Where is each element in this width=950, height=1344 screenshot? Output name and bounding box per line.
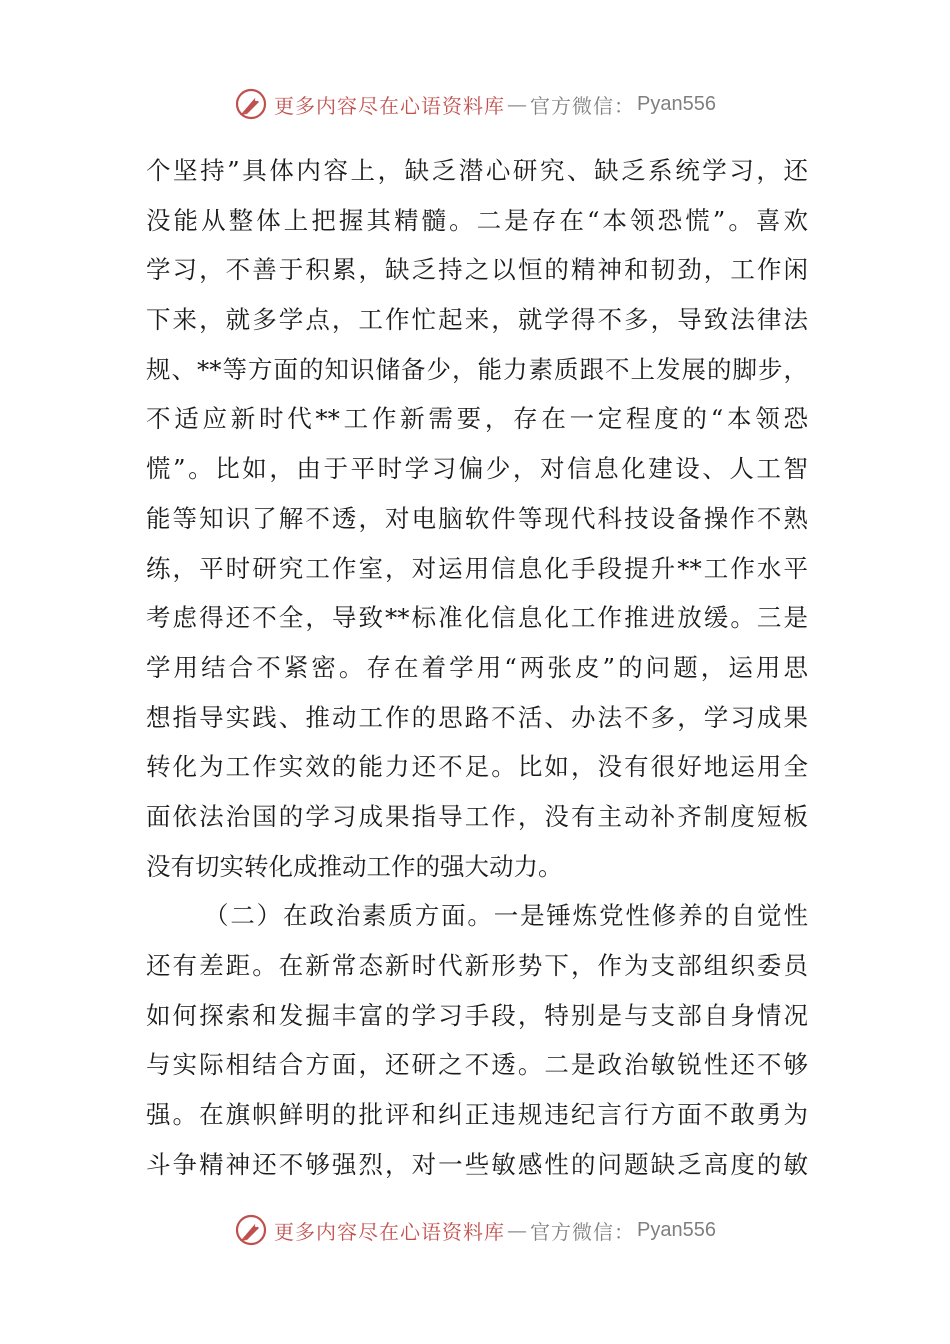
body-line: 不适应新时代**工作新需要，存在一定程度的“本领恐 — [146, 404, 808, 434]
body-line: 能等知识了解不透，对电脑软件等现代科技设备操作不熟 — [146, 503, 808, 533]
body-line: 没有切实转化成推动工作的强大动力。 — [146, 851, 563, 881]
body-line: 转化为工作实效的能力还不足。比如，没有很好地运用全 — [146, 752, 808, 782]
body-line-section-heading: （二）在政治素质方面。一是锤炼党性修养的自觉性 — [204, 901, 808, 931]
body-line: 下来，就多学点，工作忙起来，就学得不多，导致法律法 — [146, 305, 808, 335]
banner-wechat-id: Pyan556 — [637, 92, 716, 115]
body-line: 学用结合不紧密。存在着学用“两张皮”的问题，运用思 — [146, 652, 808, 682]
body-line: 个坚持”具体内容上，缺乏潜心研究、缺乏系统学习，还 — [146, 156, 808, 185]
body-line: 考虑得还不全，导致**标准化信息化工作推进放缓。三是 — [146, 603, 808, 633]
header-banner — [0, 82, 950, 126]
body-line: 强。在旗帜鲜明的批评和纠正违规违纪言行方面不敢勇为 — [146, 1100, 808, 1130]
banner-dash: — — [507, 92, 529, 116]
footer-banner — [0, 1208, 950, 1252]
body-line: 规、**等方面的知识储备少，能力素质跟不上发展的脚步， — [146, 354, 808, 384]
pen-nib-logo-icon — [234, 87, 268, 121]
body-line: 没能从整体上把握其精髓。二是存在“本领恐慌”。喜欢 — [146, 205, 808, 235]
banner-text — [274, 90, 716, 119]
body-line: 还有差距。在新常态新时代新形势下，作为支部组织委员 — [146, 951, 808, 980]
body-line: 斗争精神还不够强烈，对一些敏感性的问题缺乏高度的敏 — [146, 1149, 808, 1179]
body-line: 与实际相结合方面，还研之不透。二是政治敏锐性还不够 — [146, 1050, 808, 1080]
banner-official-label: 官方微信： — [530, 93, 636, 118]
banner-prefix: 更多内容尽在心语资料库 — [274, 1219, 506, 1244]
banner-dash: — — [507, 1218, 529, 1242]
banner-official-label: 官方微信： — [530, 1219, 636, 1244]
banner-text — [274, 1216, 716, 1245]
body-line: 如何探索和发掘丰富的学习手段，特别是与支部自身情况 — [146, 1000, 808, 1030]
body-line: 想指导实践、推动工作的思路不活、办法不多，学习成果 — [146, 702, 808, 732]
body-line: 学习，不善于积累，缺乏持之以恒的精神和韧劲，工作闲 — [146, 255, 808, 285]
pen-nib-logo-icon — [234, 1213, 268, 1247]
body-line: 慌”。比如，由于平时学习偏少，对信息化建设、人工智 — [146, 454, 808, 484]
document-body — [146, 146, 808, 1189]
body-line: 面依法治国的学习成果指导工作，没有主动补齐制度短板 — [146, 801, 808, 831]
banner-wechat-id: Pyan556 — [637, 1218, 716, 1241]
banner-prefix: 更多内容尽在心语资料库 — [274, 93, 506, 118]
body-line: 练，平时研究工作室，对运用信息化手段提升**工作水平 — [146, 553, 808, 583]
